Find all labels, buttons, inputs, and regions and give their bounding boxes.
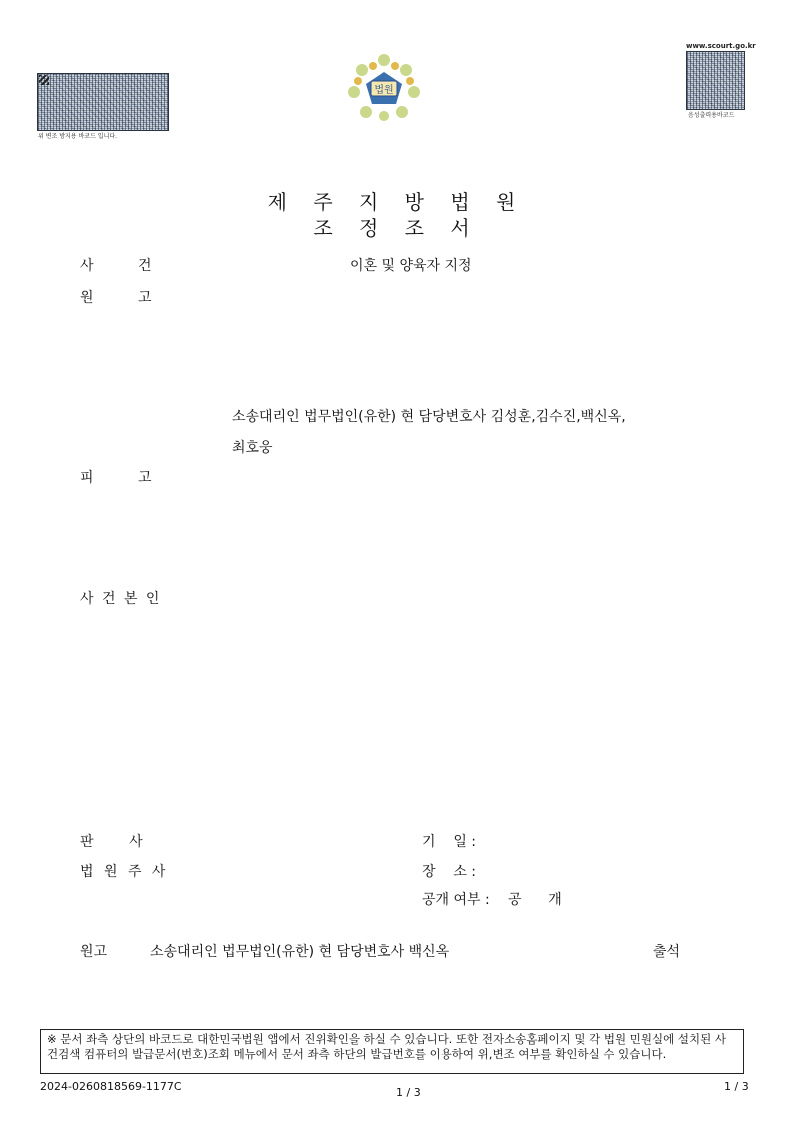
voice-output-barcode <box>686 51 745 110</box>
right-barcode-caption: 음성출력용바코드 <box>688 112 735 119</box>
page-number-center: 1 / 3 <box>396 1086 421 1099</box>
judge-label: 판 사 <box>80 834 143 850</box>
public-label: 공개 여부 : <box>422 892 490 908</box>
plaintiff-label: 원 고 <box>80 290 152 306</box>
barcode-corner-mark <box>39 75 49 85</box>
attendance-party: 원고 <box>80 944 108 960</box>
plaintiff-counsel-line2: 최호웅 <box>232 440 273 456</box>
emblem-text: 법원 <box>374 85 394 96</box>
page-number-right: 1 / 3 <box>724 1080 749 1093</box>
clerk-label: 법 원 주 사 <box>80 864 169 880</box>
verification-barcode <box>37 73 169 131</box>
document-title: 조 정 조 서 <box>313 216 480 240</box>
plaintiff-counsel-line1: 소송대리인 법무법인(유한) 현 담당변호사 김성훈,김수진,백신옥, <box>232 409 626 425</box>
case-label: 사 건 <box>80 258 152 274</box>
session-date-label: 기 일 : <box>422 834 477 850</box>
defendant-label: 피 고 <box>80 470 152 486</box>
attendance-counsel: 소송대리인 법무법인(유한) 현 담당변호사 백신옥 <box>150 944 450 960</box>
case-principal-label: 사 건 본 인 <box>80 591 162 607</box>
left-barcode-caption: 위 변조 방지용 바코드 입니다. <box>38 133 118 140</box>
court-name: 제 주 지 방 법 원 <box>267 190 526 214</box>
issue-number: 2024-0260818569-1177C <box>40 1080 182 1093</box>
case-name: 이혼 및 양육자 지정 <box>350 258 472 274</box>
attendance-status: 출석 <box>653 944 681 960</box>
session-place-label: 장 소 : <box>422 864 477 880</box>
verification-notice: ※ 문서 좌측 상단의 바코드로 대한민국법원 앱에서 진위확인을 하실 수 있습니다. 또한 전자소송홈페이지 및 각 법원 민원실에 설치된 사건검색 컴퓨터의 발급문서(번호)조회 메뉴에서 문서 좌측 하단의 발급번호를 이용하여 위,변조 여부를 확인하실 수 있습니다. <box>40 1029 744 1074</box>
court-emblem-icon <box>346 50 422 124</box>
scourt-url: www.scourt.go.kr <box>686 42 756 50</box>
public-value: 공 개 <box>508 892 562 908</box>
